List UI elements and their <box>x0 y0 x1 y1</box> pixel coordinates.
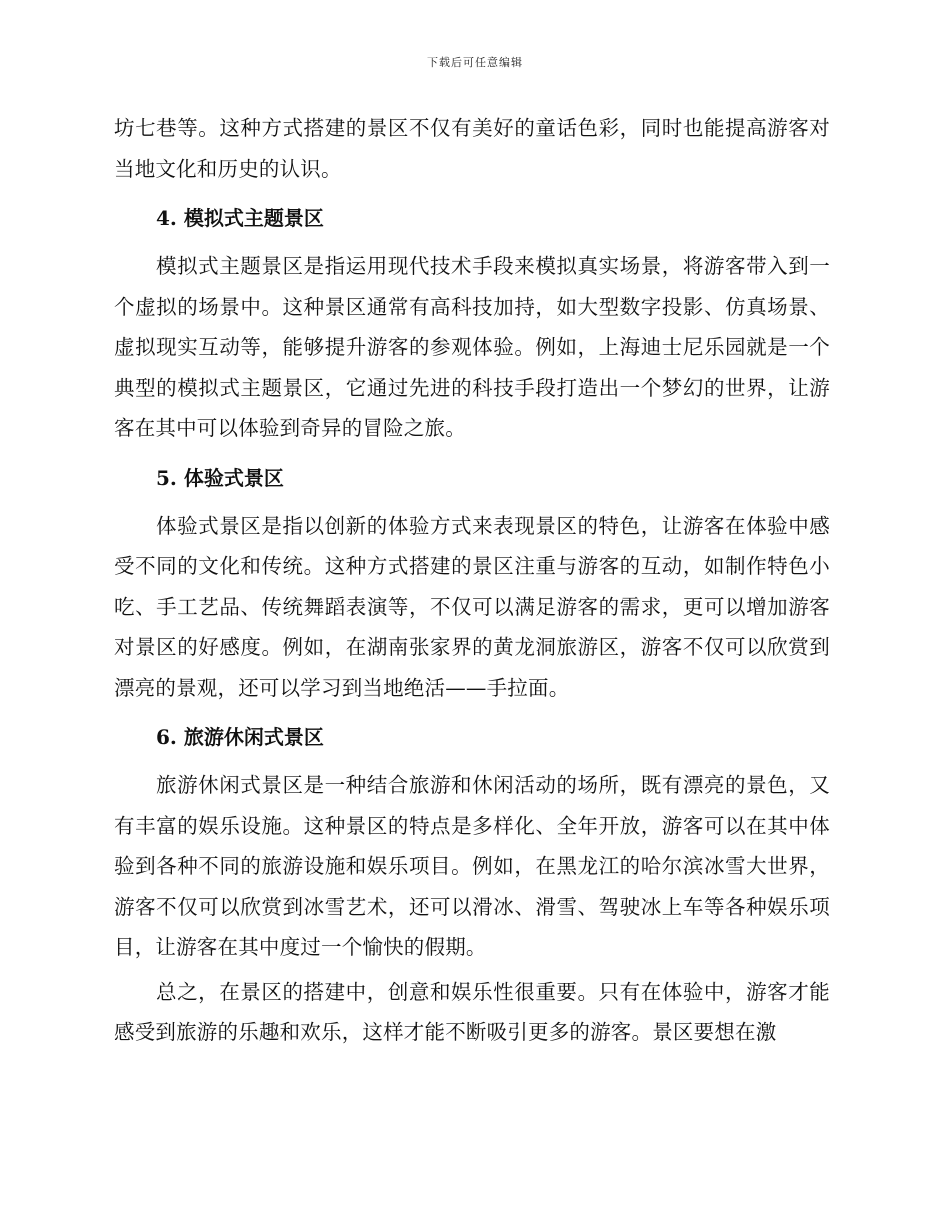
paragraph-continuation: 坊七巷等。这种方式搭建的景区不仅有美好的童话色彩，同时也能提高游客对当地文化和历史的认识。 <box>114 116 830 181</box>
paragraph-experience-area: 体验式景区是指以创新的体验方式来表现景区的特色，让游客在体验中感受不同的文化和传统。这种方式搭建的景区注重与游客的互动，如制作特色小吃、手工艺品、传统舞蹈表演等，不仅可以满足游客的需求，更可以增加游客对景区的好感度。例如，在湖南张家界的黄龙洞旅游区，游客不仅可以欣赏到漂亮的景观，还可以学习到当地绝活——手拉面。 <box>114 513 830 700</box>
section-heading-simulated-theme-area: 4. 模拟式主题景区 <box>156 206 324 230</box>
paragraph-leisure-area: 旅游休闲式景区是一种结合旅游和休闲活动的场所，既有漂亮的景色，又有丰富的娱乐设施。这种景区的特点是多样化、全年开放，游客可以在其中体验到各种不同的旅游设施和娱乐项目。例如，在黑龙江的哈尔滨冰雪大世界，游客不仅可以欣赏到冰雪艺术，还可以滑冰、滑雪、驾驶冰上车等各种娱乐项目，让游客在其中度过一个愉快的假期。 <box>114 773 830 959</box>
page-header: 下载后可任意编辑 <box>427 56 523 69</box>
document-body <box>114 108 830 1053</box>
section-heading-leisure-area: 6. 旅游休闲式景区 <box>156 725 324 749</box>
section-heading-experience-area: 5. 体验式景区 <box>156 465 284 490</box>
paragraph-conclusion: 总之，在景区的搭建中，创意和娱乐性很重要。只有在体验中，游客才能感受到旅游的乐趣和欢乐，这样才能不断吸引更多的游客。景区要想在激 <box>114 979 830 1044</box>
paragraph-simulated-theme-area: 模拟式主题景区是指运用现代技术手段来模拟真实场景，将游客带入到一个虚拟的场景中。这种景区通常有高科技加持，如大型数字投影、仿真场景、虚拟现实互动等，能够提升游客的参观体验。例如，上海迪士尼乐园就是一个典型的模拟式主题景区，它通过先进的科技手段打造出一个梦幻的世界，让游客在其中可以体验到奇异的冒险之旅。 <box>114 254 830 440</box>
